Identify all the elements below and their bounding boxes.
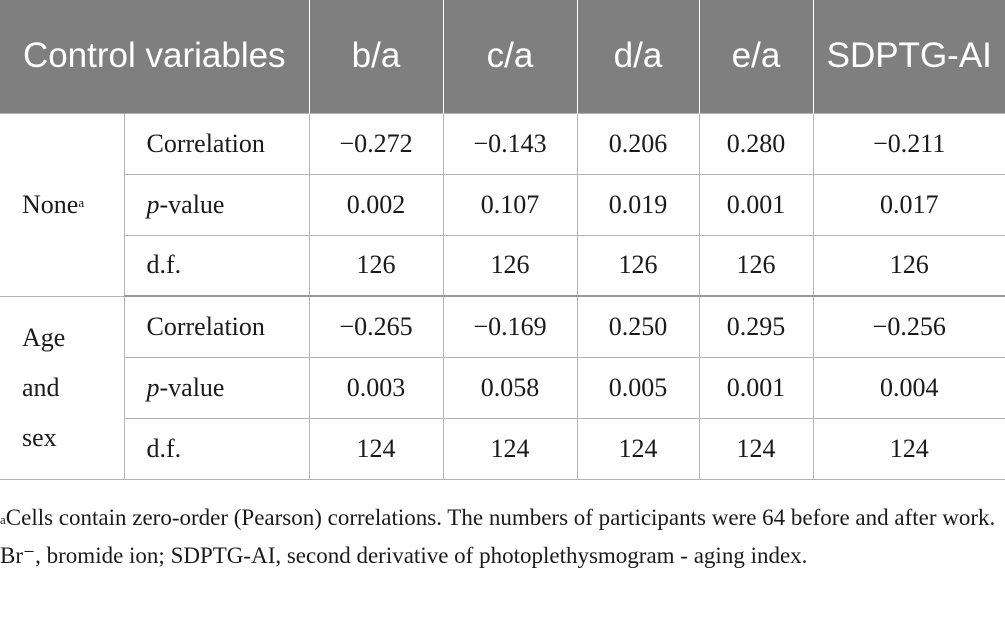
footnote-a-mark: a bbox=[0, 512, 6, 527]
table-cell: −0.256 bbox=[813, 296, 1005, 357]
table-cell: 124 bbox=[443, 418, 577, 479]
footnote-a: $^a$Cells contain zero-order (Pearson) correlations. The numbers of participants were 64 before and after work. bbox=[0, 505, 996, 530]
table-cell: 126 bbox=[813, 235, 1005, 296]
table-row bbox=[0, 235, 1005, 296]
table-cell: 0.004 bbox=[813, 357, 1005, 418]
header-control-variables: Control variables bbox=[0, 0, 309, 113]
table-row bbox=[0, 357, 1005, 418]
table-cell: 124 bbox=[699, 418, 813, 479]
table-cell: 0.295 bbox=[699, 296, 813, 357]
table-row bbox=[0, 296, 1005, 357]
table-cell: 0.019 bbox=[577, 174, 699, 235]
table-row bbox=[0, 418, 1005, 479]
table-cell: 0.001 bbox=[699, 357, 813, 418]
table-cell: 124 bbox=[309, 418, 443, 479]
table-cell: 0.206 bbox=[577, 113, 699, 174]
table-cell: 0.001 bbox=[699, 174, 813, 235]
header-b-a: b/a bbox=[309, 0, 443, 113]
table-cell: 126 bbox=[577, 235, 699, 296]
stat-label: d.f. bbox=[124, 418, 309, 479]
table-row bbox=[0, 174, 1005, 235]
header-d-a: d/a bbox=[577, 0, 699, 113]
table-cell: −0.265 bbox=[309, 296, 443, 357]
table-row bbox=[0, 113, 1005, 174]
table-cell: −0.272 bbox=[309, 113, 443, 174]
stat-label: Correlation bbox=[124, 296, 309, 357]
table-cell: 0.250 bbox=[577, 296, 699, 357]
table-cell: 0.058 bbox=[443, 357, 577, 418]
group-label-age-and-sex: Age and sex bbox=[0, 296, 124, 479]
stat-label: p-value bbox=[124, 357, 309, 418]
table-cell: 126 bbox=[699, 235, 813, 296]
table-footnotes bbox=[0, 500, 1005, 576]
stat-label: p-value bbox=[124, 174, 309, 235]
table-cell: −0.143 bbox=[443, 113, 577, 174]
stat-label: Correlation bbox=[124, 113, 309, 174]
table-cell: 0.003 bbox=[309, 357, 443, 418]
table-cell: 126 bbox=[443, 235, 577, 296]
header-c-a: c/a bbox=[443, 0, 577, 113]
footnote-mark: a bbox=[78, 194, 85, 210]
table-cell: −0.169 bbox=[443, 296, 577, 357]
table-cell: −0.211 bbox=[813, 113, 1005, 174]
table-cell: 0.002 bbox=[309, 174, 443, 235]
table-cell: 0.280 bbox=[699, 113, 813, 174]
table-cell: 124 bbox=[813, 418, 1005, 479]
header-sdptg-ai: SDPTG-AI bbox=[813, 0, 1005, 113]
table-cell: 0.005 bbox=[577, 357, 699, 418]
header-e-a: e/a bbox=[699, 0, 813, 113]
group-label-none: None$^a$ bbox=[0, 113, 124, 296]
table-cell: 0.017 bbox=[813, 174, 1005, 235]
table-cell: 124 bbox=[577, 418, 699, 479]
stat-label: d.f. bbox=[124, 235, 309, 296]
header-row bbox=[0, 0, 1005, 113]
footnote-abbreviations: Br⁻, bromide ion; SDPTG-AI, second derivative of photoplethysmogram - aging index. bbox=[0, 543, 808, 568]
table-cell: 0.107 bbox=[443, 174, 577, 235]
table-cell: 126 bbox=[309, 235, 443, 296]
